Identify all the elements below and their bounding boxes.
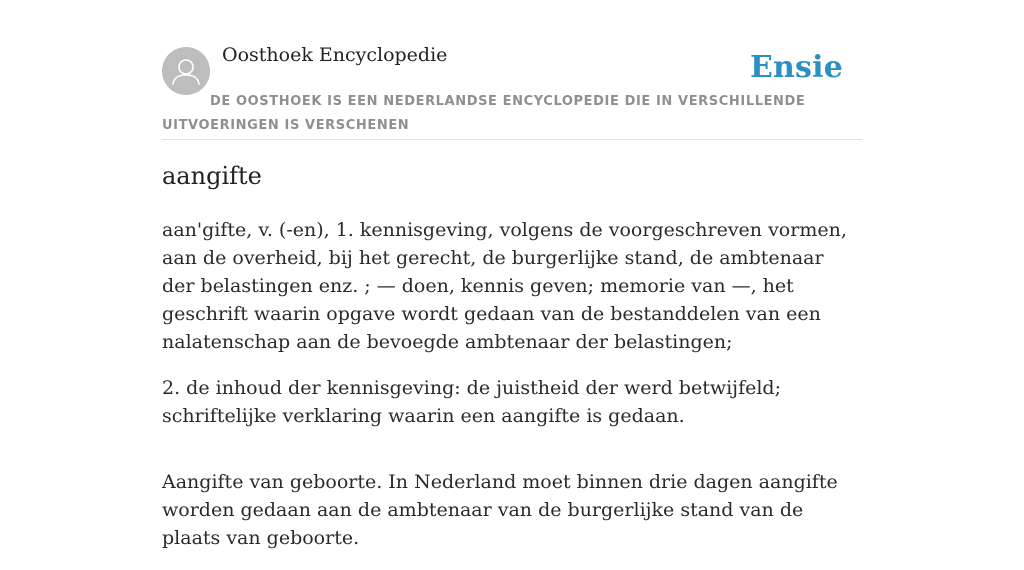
site-tagline: DE OOSTHOEK IS EEN NEDERLANDSE ENCYCLOPEDIE DIE IN VERSCHILLENDE UITVOERINGEN IS VERSCHENEN <box>162 94 806 133</box>
site-title[interactable]: Oosthoek Encyclopedie <box>222 44 448 66</box>
entry-paragraph: 2. de inhoud der kennisgeving: de juistheid der werd betwijfeld; schriftelijke verklaring waarin een aangifte is gedaan. <box>162 377 781 427</box>
entry-paragraph: aan'gifte, v. (-en), 1. kennisgeving, volgens de voorgeschreven vormen, aan de overheid, bij het gerecht, de burgerlijke stand, de ambtenaar der belastingen enz. ; — doen, kennis geven; memorie van —, het geschrift waarin opgave wordt gedaan van de bestanddelen van een nalatenschap aan de bevoegde ambtenaar der belastingen; <box>162 219 847 353</box>
entry-body <box>162 216 862 570</box>
user-icon[interactable] <box>162 47 210 95</box>
brand-logo-link[interactable]: Ensie <box>749 50 843 85</box>
entry-title: aangifte <box>162 162 262 190</box>
header-divider <box>162 139 862 140</box>
entry-paragraph: Aangifte van geboorte. In Nederland moet binnen drie dagen aangifte worden gedaan aan de ambtenaar van de burgerlijke stand van de plaats van geboorte. <box>162 471 838 549</box>
